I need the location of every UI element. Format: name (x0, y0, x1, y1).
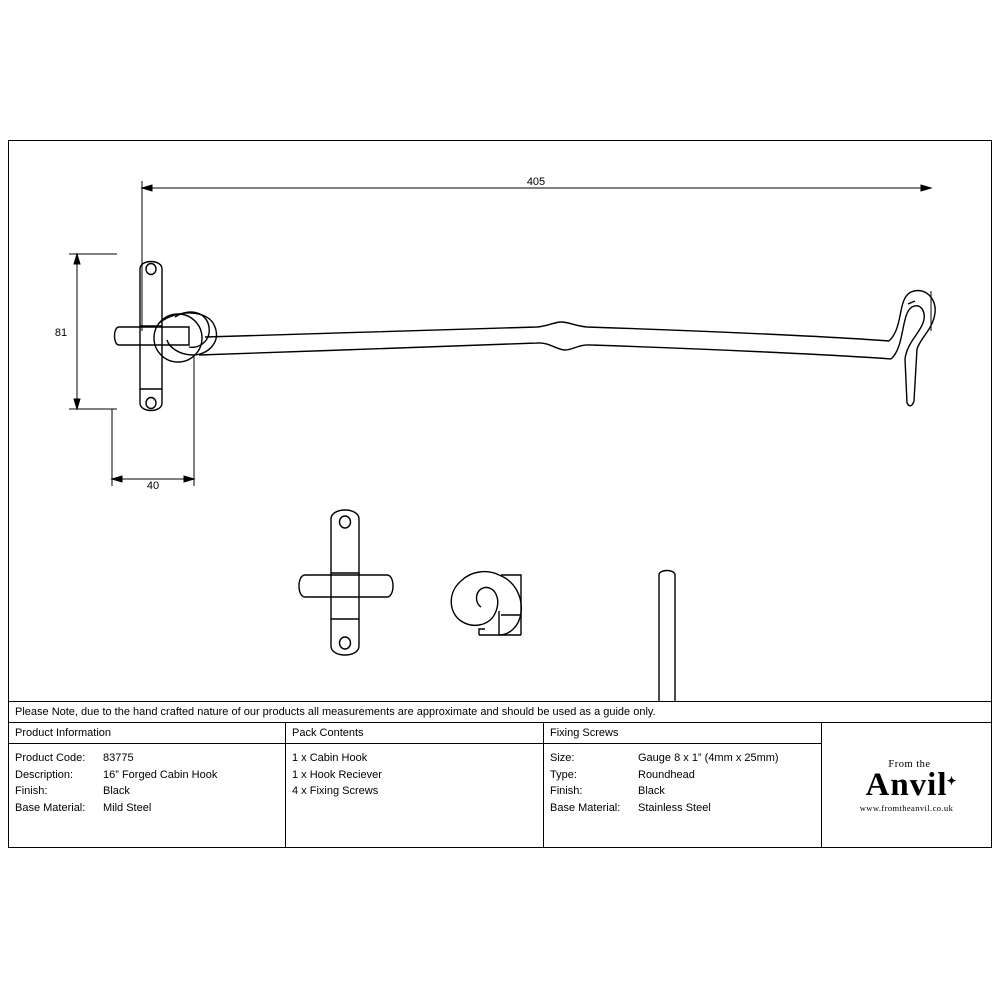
table-row (550, 800, 821, 817)
screw-base-material-value: Stainless Steel (638, 801, 711, 814)
dimension-line-length (142, 181, 931, 331)
screw-size-label: Size: (550, 752, 575, 764)
info-table (9, 723, 991, 848)
logo-url: www.fromtheanvil.co.uk (859, 802, 954, 813)
list-item: 4 x Fixing Screws (292, 785, 379, 797)
screw-type-value: Roundhead (638, 768, 695, 781)
list-item: 1 x Cabin Hook (292, 752, 368, 764)
product-code-value: 83775 (103, 752, 134, 764)
star-icon: ✦ (946, 773, 958, 788)
measurement-note: Please Note, due to the hand crafted nature of our products all measurements are approximate and should be used as a guide only. (9, 701, 991, 723)
pack-contents-heading: Pack Contents (286, 723, 543, 744)
dimension-label-81: 81 (54, 327, 68, 339)
screw-finish-label: Finish: (550, 785, 583, 797)
logo-tagline: From the (888, 758, 931, 770)
table-row (15, 783, 285, 800)
hook-receiver-view (451, 572, 521, 635)
finish-label: Finish: (15, 785, 48, 797)
description-value: 16” Forged Cabin Hook (103, 768, 218, 781)
base-material-value: Mild Steel (103, 801, 152, 814)
table-row (550, 767, 821, 784)
finish-value: Black (103, 785, 130, 797)
cabin-hook-main-view (115, 262, 936, 411)
table-row (550, 750, 821, 767)
pack-contents-column (286, 723, 544, 848)
product-code-label: Product Code: (15, 752, 86, 764)
drawing-area (9, 141, 991, 701)
dimension-line-height (69, 254, 117, 409)
screw-type-label: Type: (550, 768, 577, 781)
list-item: 1 x Hook Reciever (292, 768, 382, 781)
backplate-front-view (299, 510, 393, 655)
base-material-label: Base Material: (15, 801, 86, 814)
fixing-screws-heading: Fixing Screws (544, 723, 821, 744)
technical-drawing-sheet (8, 140, 992, 848)
dimension-label-40: 40 (146, 480, 160, 492)
table-row (550, 783, 821, 800)
screw-size-value: Gauge 8 x 1” (4mm x 25mm) (638, 752, 779, 764)
table-row (15, 750, 285, 767)
table-row (15, 800, 285, 817)
product-drawing-svg (9, 141, 991, 701)
screw-finish-value: Black (638, 785, 665, 797)
logo-wordmark-text: Anvil (865, 766, 948, 803)
logo-wordmark (865, 766, 958, 803)
dimension-label-405: 405 (526, 176, 546, 188)
product-information-column (9, 723, 286, 848)
table-row (15, 767, 285, 784)
fixing-screws-column (544, 723, 822, 848)
screw-base-material-label: Base Material: (550, 801, 621, 814)
product-information-heading: Product Information (9, 723, 285, 744)
dimension-line-width (112, 356, 194, 486)
receiver-side-view (605, 571, 751, 702)
description-label: Description: (15, 768, 74, 781)
brand-logo (822, 723, 991, 848)
